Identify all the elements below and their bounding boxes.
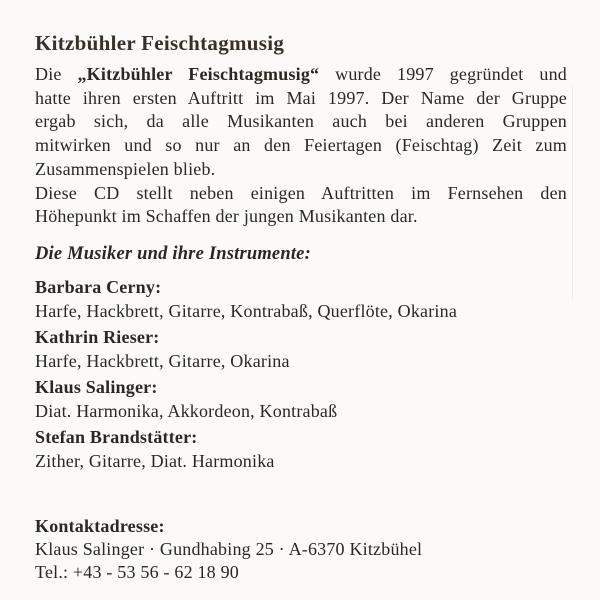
musician-name: Stefan Brandstätter: [35,426,198,447]
intro-line: ergab sich, da alle Musikanten auch bei anderen Gruppen [35,111,567,132]
intro-paragraph [35,63,567,229]
intro-line: mitwirken und so nur an den Feiertagen (Feischtag) Zeit zum [35,135,567,156]
musician-name: Klaus Salinger: [35,376,158,397]
scan-edge-artifact [572,85,573,300]
musician-entry [35,325,567,374]
group-name-bold: „Kitzbühler Feischtagmusig“ [77,64,320,84]
musician-name: Barbara Cerny: [35,276,162,297]
contact-section [35,515,567,584]
intro-line: Diese CD stellt neben einigen Auftritten im Fernsehen den [35,182,567,203]
intro-line: hatte ihren ersten Auftritt im Mai 1997. Der Name der Gruppe [35,87,567,108]
musician-entry [35,375,567,424]
contact-address: Klaus Salinger · Gundhabing 25 · A-6370 Kitzbühel [35,539,423,560]
page-title: Kitzbühler Feischtagmusig [35,31,285,55]
musician-instruments: Harfe, Hackbrett, Gitarre, Kontrabaß, Querflöte, Okarina [35,301,458,322]
intro-text: Die [35,64,78,84]
musicians-list [35,275,567,474]
intro-line: Zusammenspielen blieb. [35,158,216,179]
musicians-heading: Die Musiker und ihre Instrumente: [35,243,311,264]
musician-name: Kathrin Rieser: [35,326,160,347]
musician-instruments: Diat. Harmonika, Akkordeon, Kontrabaß [35,401,338,422]
intro-text: wurde 1997 gegründet und [319,64,567,84]
intro-line [35,63,567,87]
intro-line: Höhepunkt im Schaffen der jungen Musikanten dar. [35,206,418,227]
contact-heading: Kontaktadresse: [35,516,165,537]
musician-entry [35,275,567,324]
contact-phone: Tel.: +43 - 53 56 - 62 18 90 [35,562,239,583]
musician-instruments: Zither, Gitarre, Diat. Harmonika [35,451,275,472]
musician-instruments: Harfe, Hackbrett, Gitarre, Okarina [35,351,290,372]
musician-entry [35,425,567,474]
